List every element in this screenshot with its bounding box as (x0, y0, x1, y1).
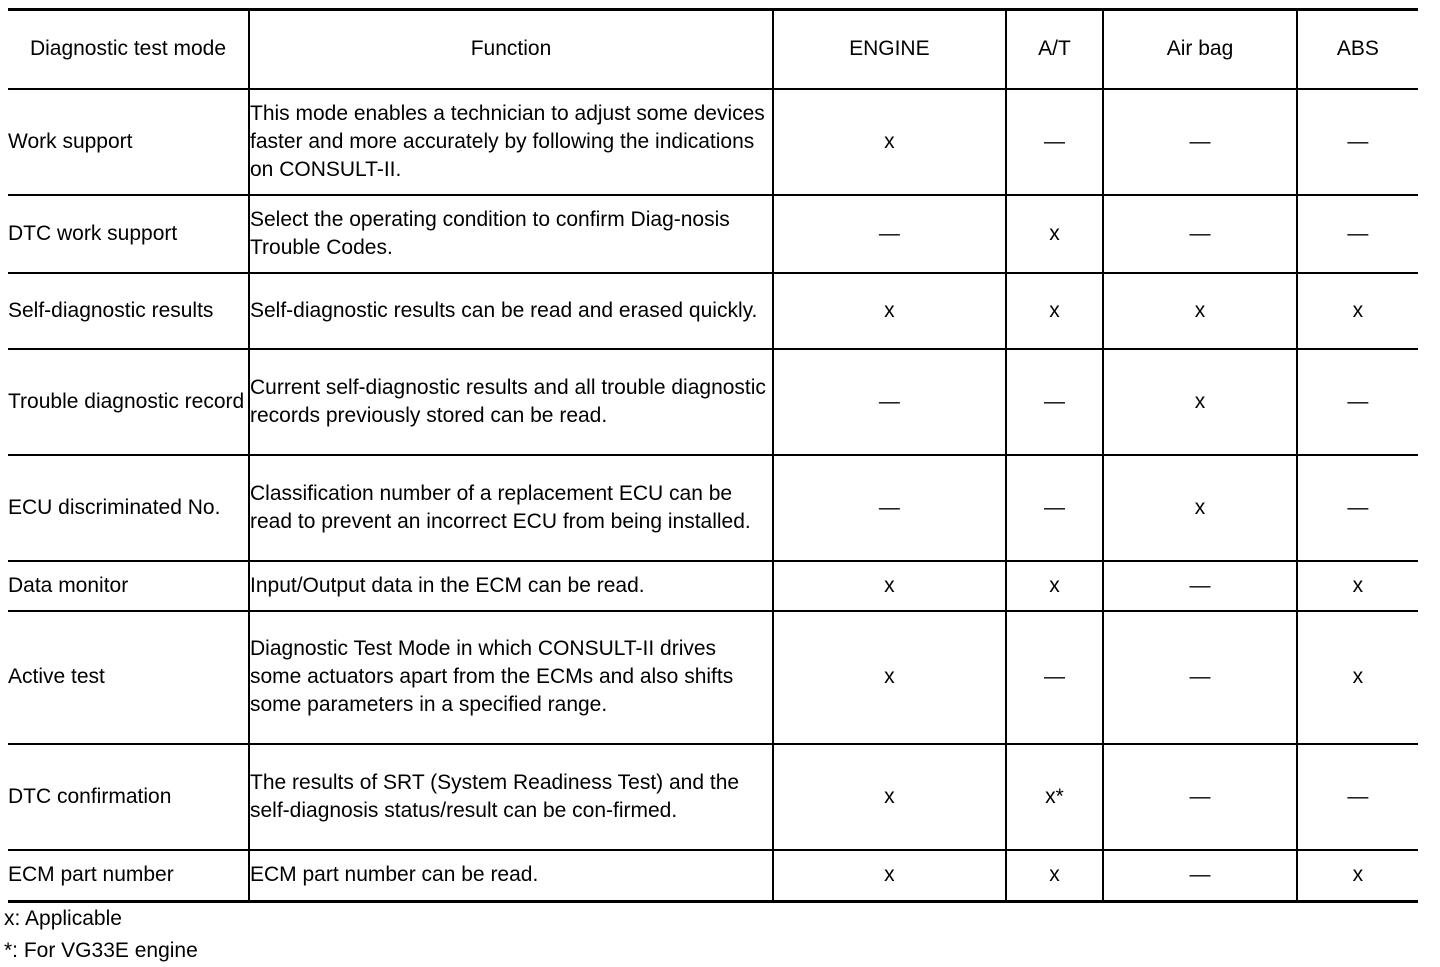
engine-cell: — (773, 349, 1006, 455)
abs-cell: — (1297, 89, 1418, 195)
at-cell: x* (1006, 744, 1104, 850)
engine-cell: x (773, 744, 1006, 850)
header-function: Function (249, 10, 773, 89)
header-engine: ENGINE (773, 10, 1006, 89)
air-bag-cell: — (1103, 89, 1296, 195)
function-cell: Select the operating condition to confirm Diag-nosis Trouble Codes. (249, 195, 773, 273)
engine-cell: x (773, 89, 1006, 195)
air-bag-cell: — (1103, 561, 1296, 611)
function-cell: Current self-diagnostic results and all trouble diagnostic records previously stored can be read. (249, 349, 773, 455)
abs-cell: — (1297, 195, 1418, 273)
table-row (8, 195, 1418, 273)
table-row (8, 455, 1418, 561)
engine-cell: x (773, 561, 1006, 611)
mode-cell: ECM part number (8, 850, 249, 902)
at-cell: x (1006, 850, 1104, 902)
mode-cell: Work support (8, 89, 249, 195)
abs-cell: x (1297, 273, 1418, 349)
at-cell: — (1006, 89, 1104, 195)
air-bag-cell: x (1103, 273, 1296, 349)
note-vg33e-engine: *: For VG33E engine (4, 939, 198, 962)
at-cell: x (1006, 273, 1104, 349)
table-row (8, 561, 1418, 611)
mode-cell: Data monitor (8, 561, 249, 611)
function-cell: Classification number of a replacement ECU can be read to prevent an incorrect ECU from being installed. (249, 455, 773, 561)
abs-cell: x (1297, 611, 1418, 744)
engine-cell: — (773, 455, 1006, 561)
engine-cell: x (773, 611, 1006, 744)
at-cell: — (1006, 349, 1104, 455)
table-notes (4, 903, 198, 967)
abs-cell: — (1297, 744, 1418, 850)
mode-cell: Self-diagnostic results (8, 273, 249, 349)
at-cell: — (1006, 611, 1104, 744)
air-bag-cell: — (1103, 850, 1296, 902)
table-row (8, 273, 1418, 349)
function-cell: This mode enables a technician to adjust some devices faster and more accurately by following the indications on CONSULT-II. (249, 89, 773, 195)
header-diagnostic-test-mode: Diagnostic test mode (8, 10, 249, 89)
engine-cell: — (773, 195, 1006, 273)
air-bag-cell: x (1103, 349, 1296, 455)
header-air-bag: Air bag (1103, 10, 1296, 89)
mode-cell: DTC work support (8, 195, 249, 273)
note-applicable: x: Applicable (4, 907, 122, 930)
mode-cell: ECU discriminated No. (8, 455, 249, 561)
table-row (8, 744, 1418, 850)
air-bag-cell: — (1103, 744, 1296, 850)
header-at: A/T (1006, 10, 1104, 89)
abs-cell: — (1297, 455, 1418, 561)
air-bag-cell: x (1103, 455, 1296, 561)
at-cell: x (1006, 561, 1104, 611)
function-cell: ECM part number can be read. (249, 850, 773, 902)
engine-cell: x (773, 850, 1006, 902)
function-cell: Self-diagnostic results can be read and erased quickly. (249, 273, 773, 349)
diagnostic-test-mode-table (8, 8, 1418, 903)
abs-cell: x (1297, 561, 1418, 611)
air-bag-cell: — (1103, 195, 1296, 273)
table-row (8, 850, 1418, 902)
mode-cell: Trouble diagnostic record (8, 349, 249, 455)
engine-cell: x (773, 273, 1006, 349)
function-cell: Input/Output data in the ECM can be read. (249, 561, 773, 611)
function-cell: Diagnostic Test Mode in which CONSULT-II drives some actuators apart from the ECMs and also shifts some parameters in a specified range. (249, 611, 773, 744)
abs-cell: — (1297, 349, 1418, 455)
table-header-row (8, 10, 1418, 89)
abs-cell: x (1297, 850, 1418, 902)
mode-cell: DTC confirmation (8, 744, 249, 850)
table-row (8, 611, 1418, 744)
at-cell: x (1006, 195, 1104, 273)
table-row (8, 349, 1418, 455)
at-cell: — (1006, 455, 1104, 561)
air-bag-cell: — (1103, 611, 1296, 744)
header-abs: ABS (1297, 10, 1418, 89)
table-row (8, 89, 1418, 195)
mode-cell: Active test (8, 611, 249, 744)
function-cell: The results of SRT (System Readiness Test) and the self-diagnosis status/result can be con-firmed. (249, 744, 773, 850)
